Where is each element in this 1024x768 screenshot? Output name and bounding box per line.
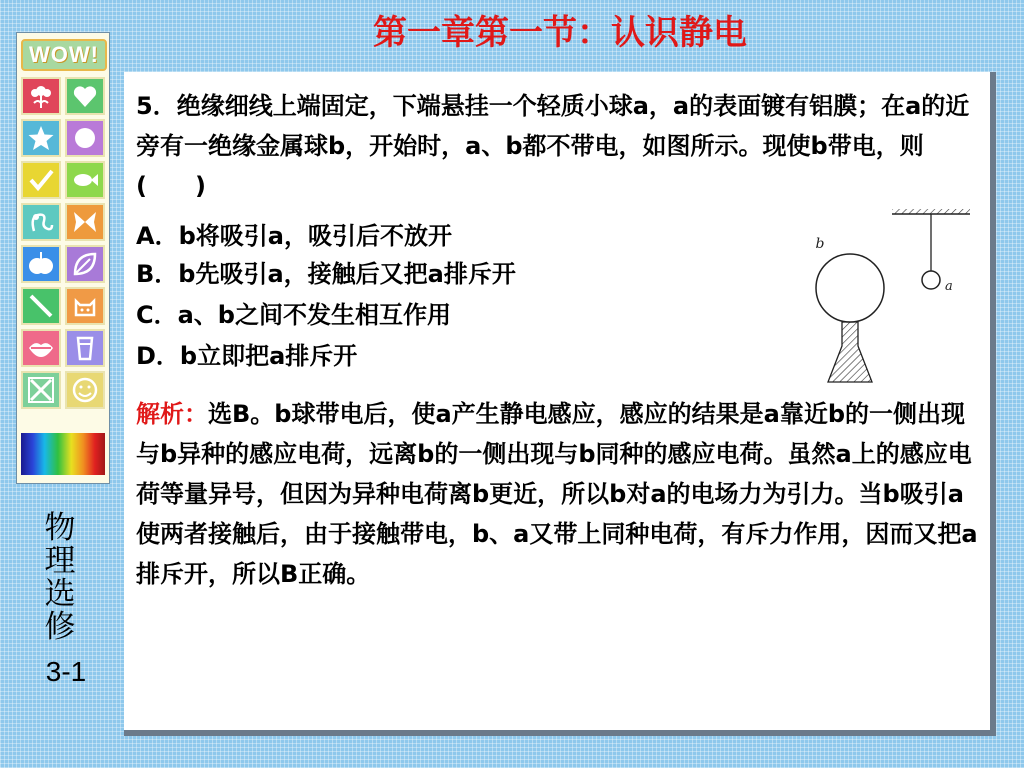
rainbow-strip <box>21 433 105 475</box>
lips-icon <box>21 329 61 367</box>
apple-icon <box>21 245 61 283</box>
page-title: 第一章第一节：认识静电 <box>373 13 747 53</box>
cup-icon <box>65 329 105 367</box>
sphere-b <box>816 254 884 322</box>
content-panel <box>124 72 996 736</box>
wow-badge: WOW! <box>21 39 107 71</box>
smiley-icon <box>65 371 105 409</box>
option-d: D．b立即把a排斥开 <box>136 342 358 370</box>
analysis-label: 解析： <box>136 400 208 428</box>
cat-icon <box>65 287 105 325</box>
icon-grid <box>21 77 107 409</box>
option-c: C．a、b之间不发生相互作用 <box>136 301 451 329</box>
pencil-icon <box>21 287 61 325</box>
electroscope-diagram <box>802 200 982 390</box>
edition-label: 3-1 <box>45 656 87 687</box>
leaf-icon <box>65 245 105 283</box>
flower-icon <box>21 77 61 115</box>
insulating-stand <box>828 322 872 382</box>
label-a: a <box>945 279 953 294</box>
analysis <box>136 394 982 594</box>
decorative-sidebar <box>16 32 110 484</box>
option-a: A．b将吸引a，吸引后不放开 <box>136 222 452 250</box>
subject-label: 物理选修 <box>44 510 76 645</box>
analysis-text: 选B。b球带电后，使a产生静电感应，感应的结果是a靠近b的一侧出现与b异种的感应电荷，远离b的一侧出现与b同种的感应电荷。虽然a上的感应电荷等量异号，但因为异种电荷离b更近，所以b对a的电场力为引力。当b吸引a使两者接触后，由于接触带电，b、a又带上同种电荷，有斥力作用，因而又把a排斥开，所以B正确。 <box>136 400 978 588</box>
label-b: b <box>815 236 825 252</box>
ball-a <box>922 271 940 289</box>
circle-icon <box>65 119 105 157</box>
swirl-icon <box>21 203 61 241</box>
fish-icon <box>65 161 105 199</box>
cross-icon <box>21 371 61 409</box>
checkmark-icon <box>21 161 61 199</box>
option-b: B．b先吸引a，接触后又把a排斥开 <box>136 260 516 288</box>
heart-icon <box>65 77 105 115</box>
star-icon <box>21 119 61 157</box>
question-stem: 5．绝缘细线上端固定，下端悬挂一个轻质小球a，a的表面镀有铝膜；在a的近旁有一绝缘金属球b，开始时，a、b都不带电，如图所示。现使b带电，则( ) <box>136 92 970 200</box>
butterfly-icon <box>65 203 105 241</box>
